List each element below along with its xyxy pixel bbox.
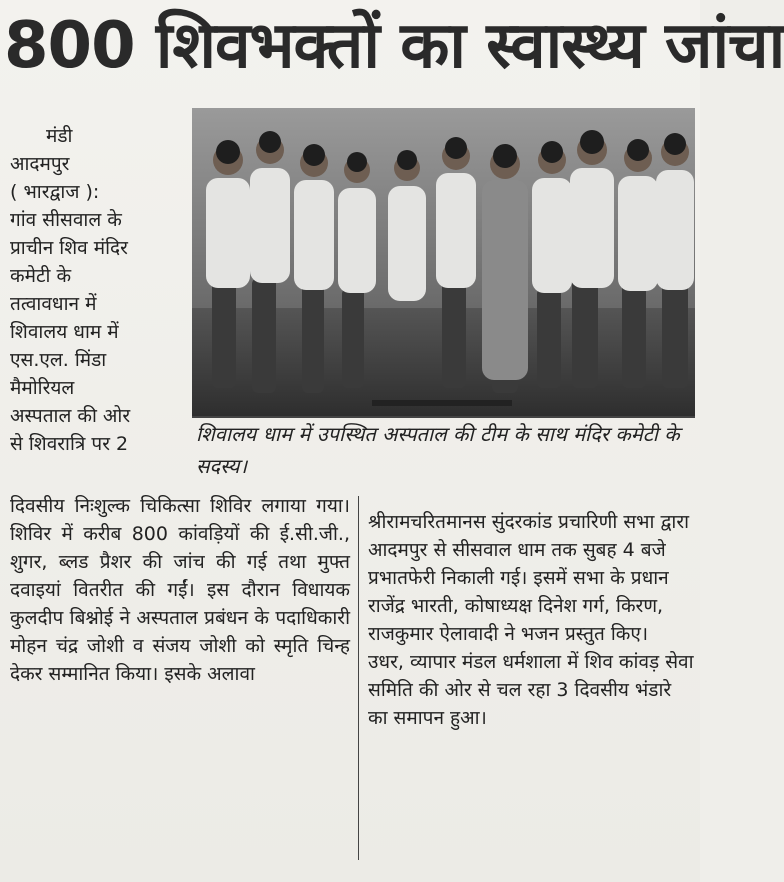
article-intro-text: गांव सीसवाल के प्राचीन शिव मंदिर कमेटी के तत्वावधान में शिवालय धाम में एस.एल. मिंडा मैमोरियल अस्पताल की ओर से शिवरात्रि पर 2 <box>10 209 131 455</box>
group-photo-image <box>192 108 695 416</box>
headline: 800 शिवभक्तों का स्वास्थ्य जांचा <box>4 9 784 83</box>
dateline-place-1: मंडी <box>46 125 73 147</box>
article-right-column: श्रीरामचरितमानस सुंदरकांड प्रचारिणी सभा द्वारा आदमपुर से सीसवाल धाम तक सुबह 4 बजे प्रभातफेरी निकाली गई। इसमें सभा के प्रधान राजेंद्र भारती, कोषाध्यक्ष दिनेश गर्ग, किरण, राजकुमार ऐलावादी ने भजन प्रस्तुत किए। उधर, व्यापार मंडल धर्मशाला में शिव कांवड़ सेवा समिति की ओर से चल रहा 3 दिवसीय भंडारे का समापन हुआ। <box>368 511 694 729</box>
caption-rule <box>192 416 695 418</box>
article-left-column: दिवसीय निःशुल्क चिकित्सा शिविर लगाया गया। शिविर में करीब 800 कांवड़ियों की ई.सी.जी., शुगर, ब्लड प्रैशर की जांच की गई तथा मुफ्त दवाइयां वितरीत की गईं। इस दौरान विधायक कुलदीप बिश्नोई ने अस्पताल प्रबंधन के पदाधिकारी मोहन चंद्र जोशी व संजय जोशी को स्मृति चिन्ह देकर सम्मानित किया। इसके अलावा <box>10 495 350 685</box>
news-photo <box>192 108 695 416</box>
dateline-and-intro <box>10 122 190 492</box>
column-divider <box>358 496 359 860</box>
dateline-place-2: आदमपुर <box>10 153 70 175</box>
photo-caption: शिवालय धाम में उपस्थित अस्पताल की टीम के साथ मंदिर कमेटी के सदस्य। <box>196 422 680 478</box>
dateline-reporter: ( भारद्वाज ): <box>10 181 100 203</box>
